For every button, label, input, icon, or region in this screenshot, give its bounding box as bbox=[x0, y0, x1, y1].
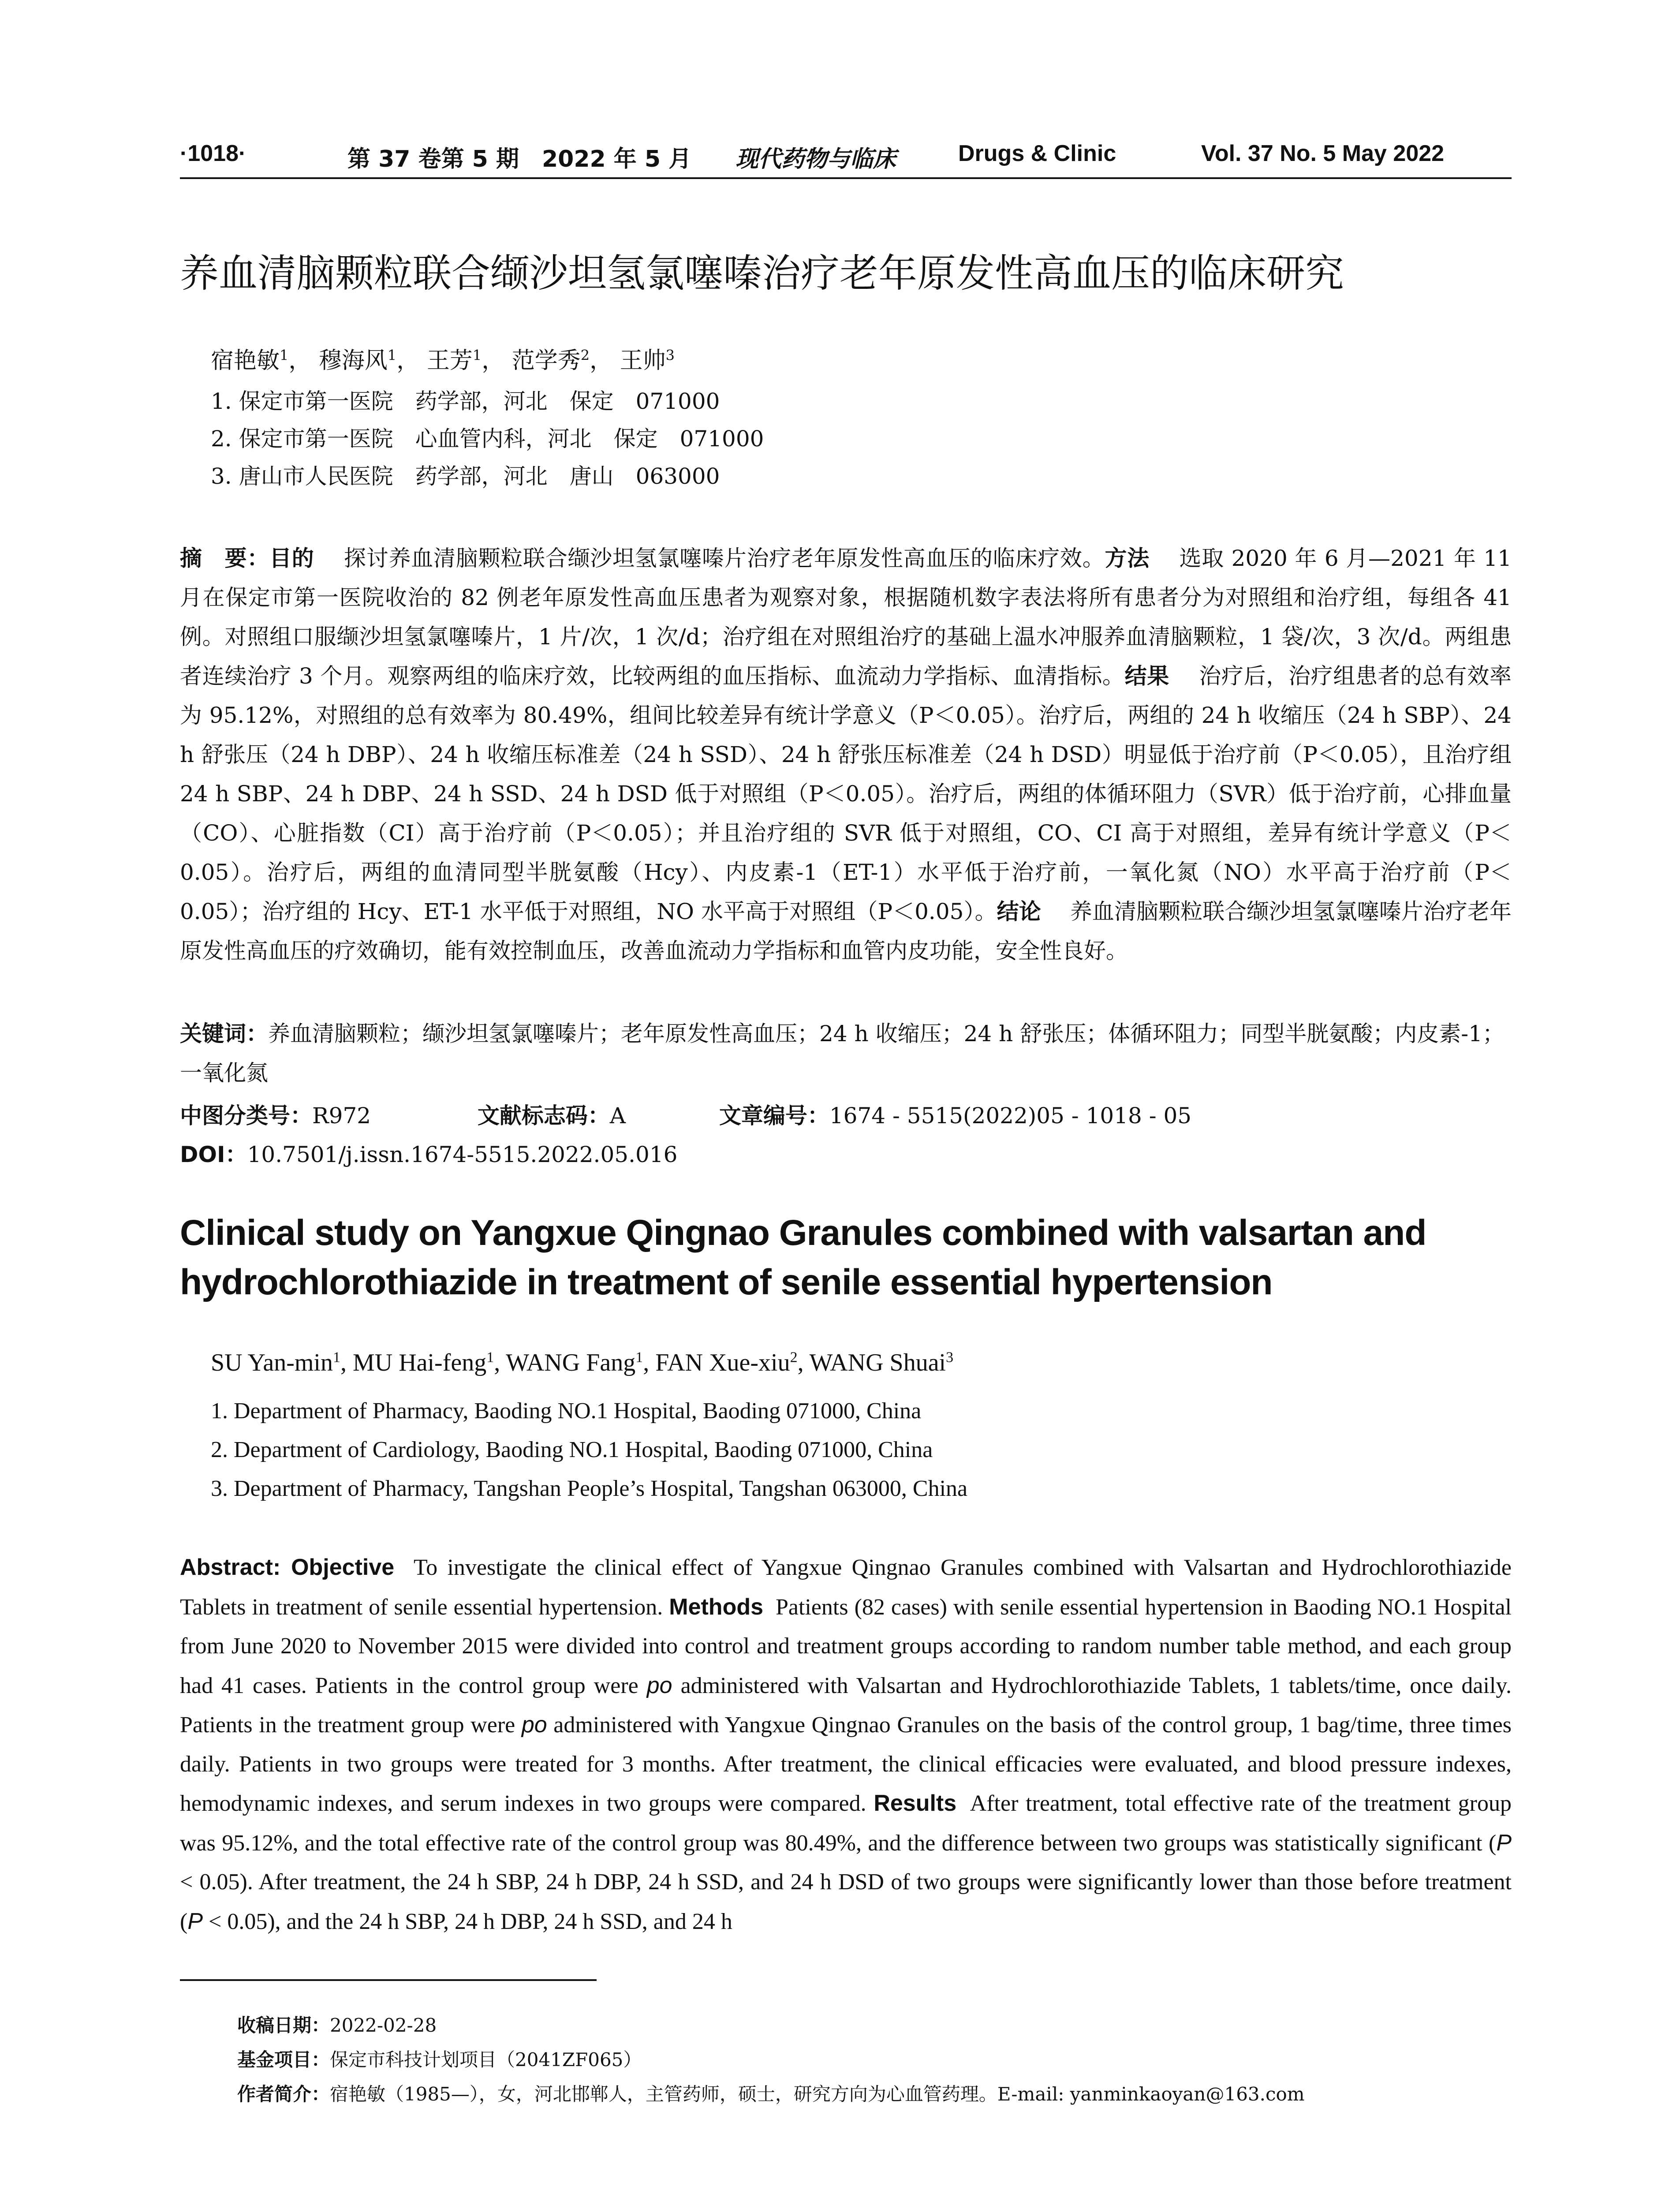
abstract-en bbox=[180, 1548, 1512, 1941]
article-title-en bbox=[180, 1208, 1547, 1307]
footnote-rule bbox=[180, 1979, 597, 1981]
author-cn: 穆海风 bbox=[318, 348, 388, 374]
author-affiliation-mark: 2 bbox=[790, 1349, 798, 1366]
header-rule bbox=[180, 177, 1512, 179]
clc-label: 中图分类号： bbox=[180, 1103, 312, 1129]
affiliation-en: 2. Department of Cardiology, Baoding NO.1 Hospital, Baoding 071000, China bbox=[211, 1437, 933, 1462]
objective-label-cn: 目的 bbox=[269, 546, 314, 571]
footnote-label: 作者简介： bbox=[237, 2083, 330, 2105]
affiliation-cn: 1. 保定市第一医院 药学部，河北 保定 071000 bbox=[211, 389, 720, 414]
doi-line bbox=[180, 1137, 677, 1169]
footnote-label: 收稿日期： bbox=[237, 2014, 330, 2036]
methods-text-en: administered with Valsartan and Hydrochlorothiazide Tablets, 1 tablets/time, once daily. Patients in the treatment group were bbox=[180, 1673, 1512, 1738]
footnote-received bbox=[237, 2011, 437, 2037]
affiliation-en: 3. Department of Pharmacy, Tangshan People’s Hospital, Tangshan 063000, China bbox=[211, 1476, 968, 1501]
footnote-text: 保定市科技计划项目（2041ZF065） bbox=[330, 2049, 642, 2070]
affiliation-en: 1. Department of Pharmacy, Baoding NO.1 Hospital, Baoding 071000, China bbox=[211, 1398, 922, 1424]
journal-name-cn: 现代药物与临床 bbox=[735, 146, 896, 172]
author-affiliation-mark: 1 bbox=[635, 1349, 643, 1366]
footnote-label: 基金项目： bbox=[237, 2049, 330, 2070]
author-affiliation-mark: 1 bbox=[472, 347, 482, 364]
author-affiliation-mark: 1 bbox=[280, 347, 289, 364]
keywords-text-cn: 养血清脑颗粒；缬沙坦氢氯噻嗪片；老年原发性高血压；24 h 收缩压；24 h 舒张压；体循环阻力；同型半胱氨酸；内皮素-1；一氧化氮 bbox=[180, 1021, 1505, 1086]
clc-value: R972 bbox=[312, 1103, 371, 1129]
footnote-text: 宿艳敏（1985—），女，河北邯郸人，主管药师，硕士，研究方向为心血管药理。E-mail: yanminkaoyan@163.com bbox=[330, 2083, 1305, 2105]
author-en: FAN Xue-xiu bbox=[655, 1349, 790, 1376]
article-number-value: 1674 - 5515(2022)05 - 1018 - 05 bbox=[829, 1103, 1192, 1129]
results-text-en: < 0.05), and the 24 h SBP, 24 h DBP, 24 h SSD, and 24 h bbox=[209, 1909, 732, 1934]
article-title-cn: 养血清脑颗粒联合缬沙坦氢氯噻嗪治疗老年原发性高血压的临床研究 bbox=[180, 250, 1344, 296]
results-text-cn: 治疗后，治疗组患者的总有效率为 95.12%，对照组的总有效率为 80.49%，组间比较差异有统计学意义（P＜0.05）。治疗后，两组的 24 h 收缩压（24 h SBP）、24 h 舒张压（24 h DBP）、24 h 收缩压标准差（24 h SSD）、24 h 舒张压标准差（24 h DSD）明显低于治疗前（P＜0.05），且治疗组 24 h SBP、24 h DBP、24 h SSD、24 h DSD 低于对照组（P＜0.05）。治疗后，两组的体循环阻力（SVR）低于治疗前，心排血量（CO）、心脏指数（CI）高于治疗前（P＜0.05）；并且治疗组的 SVR 低于对照组，CO、CI 高于对照组，差异有统计学意义（P＜0.05）。治疗后，两组的血清同型半胱氨酸（Hcy）、内皮素-1（ET-1）水平低于治疗前，一氧化氮（NO）水平高于治疗前（P＜0.05）；治疗组的 Hcy、ET-1 水平低于对照组，NO 水平高于对照组（P＜0.05）。 bbox=[180, 663, 1512, 924]
page-number: ·1018· bbox=[180, 141, 246, 166]
methods-label-en: Methods bbox=[669, 1594, 764, 1620]
methods-label-cn: 方法 bbox=[1105, 546, 1150, 571]
author-cn: 范学秀 bbox=[511, 348, 581, 374]
author-en: MU Hai-feng bbox=[352, 1349, 487, 1376]
objective-text-en: To investigate the clinical effect of Yangxue Qingnao Granules combined with Valsartan and Hydrochlorothiazide Tablets in treatment of senile essential hypertension. bbox=[180, 1555, 1512, 1620]
results-label-en: Results bbox=[874, 1790, 957, 1816]
footnote-author-bio bbox=[237, 2080, 1305, 2106]
author-en: WANG Fang bbox=[506, 1349, 636, 1376]
keywords-label-cn: 关键词： bbox=[180, 1021, 268, 1046]
author-cn: 王芳 bbox=[426, 348, 473, 374]
results-label-cn: 结果 bbox=[1124, 663, 1169, 689]
author-affiliation-mark: 1 bbox=[387, 347, 397, 364]
footnote-fund bbox=[237, 2045, 642, 2072]
abstract-label-cn: 摘 要： bbox=[180, 546, 270, 571]
author-en: WANG Shuai bbox=[809, 1349, 946, 1376]
author-list-cn: 宿艳敏$^1$， 穆海风$^1$， 王芳$^1$， 范学秀$^2$， 王帅$^3$ bbox=[211, 347, 675, 374]
objective-text-cn: 探讨养血清脑颗粒联合缬沙坦氢氯噻嗪片治疗老年原发性高血压的临床疗效。 bbox=[343, 546, 1105, 571]
author-affiliation-mark: 3 bbox=[946, 1349, 954, 1366]
title-en-line: Clinical study on Yangxue Qingnao Granules combined with valsartan and bbox=[180, 1213, 1426, 1253]
author-affiliation-mark: 1 bbox=[486, 1349, 494, 1366]
author-cn: 宿艳敏 bbox=[211, 348, 280, 374]
affiliation-cn: 3. 唐山市人民医院 药学部，河北 唐山 063000 bbox=[211, 463, 720, 489]
abstract-cn bbox=[180, 539, 1512, 971]
running-header bbox=[180, 140, 1512, 176]
author-affiliation-mark: 3 bbox=[665, 347, 675, 364]
p-value-symbol: P bbox=[1496, 1830, 1512, 1856]
author-list-en: SU Yan-$\min^1$, MU Hai-feng$^1$, WANG Fang$^1$, FAN Xue-xiu$^2$, WANG Shuai$^3$ bbox=[211, 1349, 954, 1376]
po-abbrev: po bbox=[521, 1712, 547, 1738]
abstract-objective-label-en: Abstract: Objective bbox=[180, 1555, 395, 1580]
conclusion-label-cn: 结论 bbox=[997, 899, 1041, 924]
po-abbrev: po bbox=[646, 1672, 672, 1698]
keywords-cn bbox=[180, 1014, 1512, 1093]
author-en: SU Yan-min bbox=[211, 1349, 333, 1376]
issue-cn: 第 37 卷第 5 期 2022 年 5 月 bbox=[347, 146, 692, 172]
doi-label: DOI： bbox=[180, 1142, 247, 1167]
classification-line bbox=[180, 1098, 1191, 1130]
footnote-text: 2022-02-28 bbox=[330, 2014, 437, 2036]
p-value-symbol: P bbox=[187, 1908, 203, 1934]
author-affiliation-mark: 1 bbox=[332, 1349, 340, 1366]
doc-code-label: 文献标志码： bbox=[477, 1103, 610, 1129]
title-en-line: hydrochlorothiazide in treatment of senile essential hypertension bbox=[180, 1262, 1273, 1302]
results-text-en: After treatment, total effective rate of the treatment group was 95.12%, and the total effective rate of the control group was 80.49%, and the difference between two groups was statistically significant ( bbox=[180, 1791, 1512, 1856]
affiliation-cn: 2. 保定市第一医院 心血管内科，河北 保定 071000 bbox=[211, 426, 764, 452]
issue-en: Vol. 37 No. 5 May 2022 bbox=[1201, 141, 1445, 166]
author-affiliation-mark: 2 bbox=[580, 347, 590, 364]
author-cn: 王帅 bbox=[620, 348, 666, 374]
results-text-en: < 0.05). After treatment, the 24 h SBP, 24 h DBP, 24 h SSD, and 24 h DSD of two groups were significantly lower than those before treatment ( bbox=[180, 1869, 1512, 1934]
doc-code-value: A bbox=[609, 1103, 626, 1129]
doi-value: 10.7501/j.issn.1674-5515.2022.05.016 bbox=[247, 1142, 678, 1167]
conclusion-text-cn: 养血清脑颗粒联合缬沙坦氢氯噻嗪片治疗老年原发性高血压的疗效确切，能有效控制血压，改善血流动力学指标和血管内皮功能，安全性良好。 bbox=[180, 899, 1512, 964]
journal-name-en: Drugs & Clinic bbox=[958, 141, 1116, 166]
methods-text-cn: 选取 2020 年 6 月—2021 年 11 月在保定市第一医院收治的 82 例老年原发性高血压患者为观察对象，根据随机数字表法将所有患者分为对照组和治疗组，每组各 41 例。对照组口服缬沙坦氢氯噻嗪片，1 片/次，1 次/d；治疗组在对照组治疗的基础上温水冲服养血清脑颗粒，1 袋/次，3 次/d。两组患者连续治疗 3 个月。观察两组的临床疗效，比较两组的血压指标、血流动力学指标、血清指标。 bbox=[180, 546, 1512, 689]
methods-text-en: Patients (82 cases) with senile essential hypertension in Baoding NO.1 Hospital from June 2020 to November 2015 were divided into control and treatment groups according to random number table method, and each group had 41 cases. Patients in the control group were bbox=[180, 1594, 1512, 1698]
methods-text-en: administered with Yangxue Qingnao Granules on the basis of the control group, 1 bag/time, three times daily. Patients in two groups were treated for 3 months. After treatment, the clinical efficacies were evaluated, and blood pressure indexes, hemodynamic indexes, and serum indexes in two groups were compared. bbox=[180, 1712, 1512, 1816]
article-number-label: 文章编号： bbox=[719, 1103, 829, 1129]
